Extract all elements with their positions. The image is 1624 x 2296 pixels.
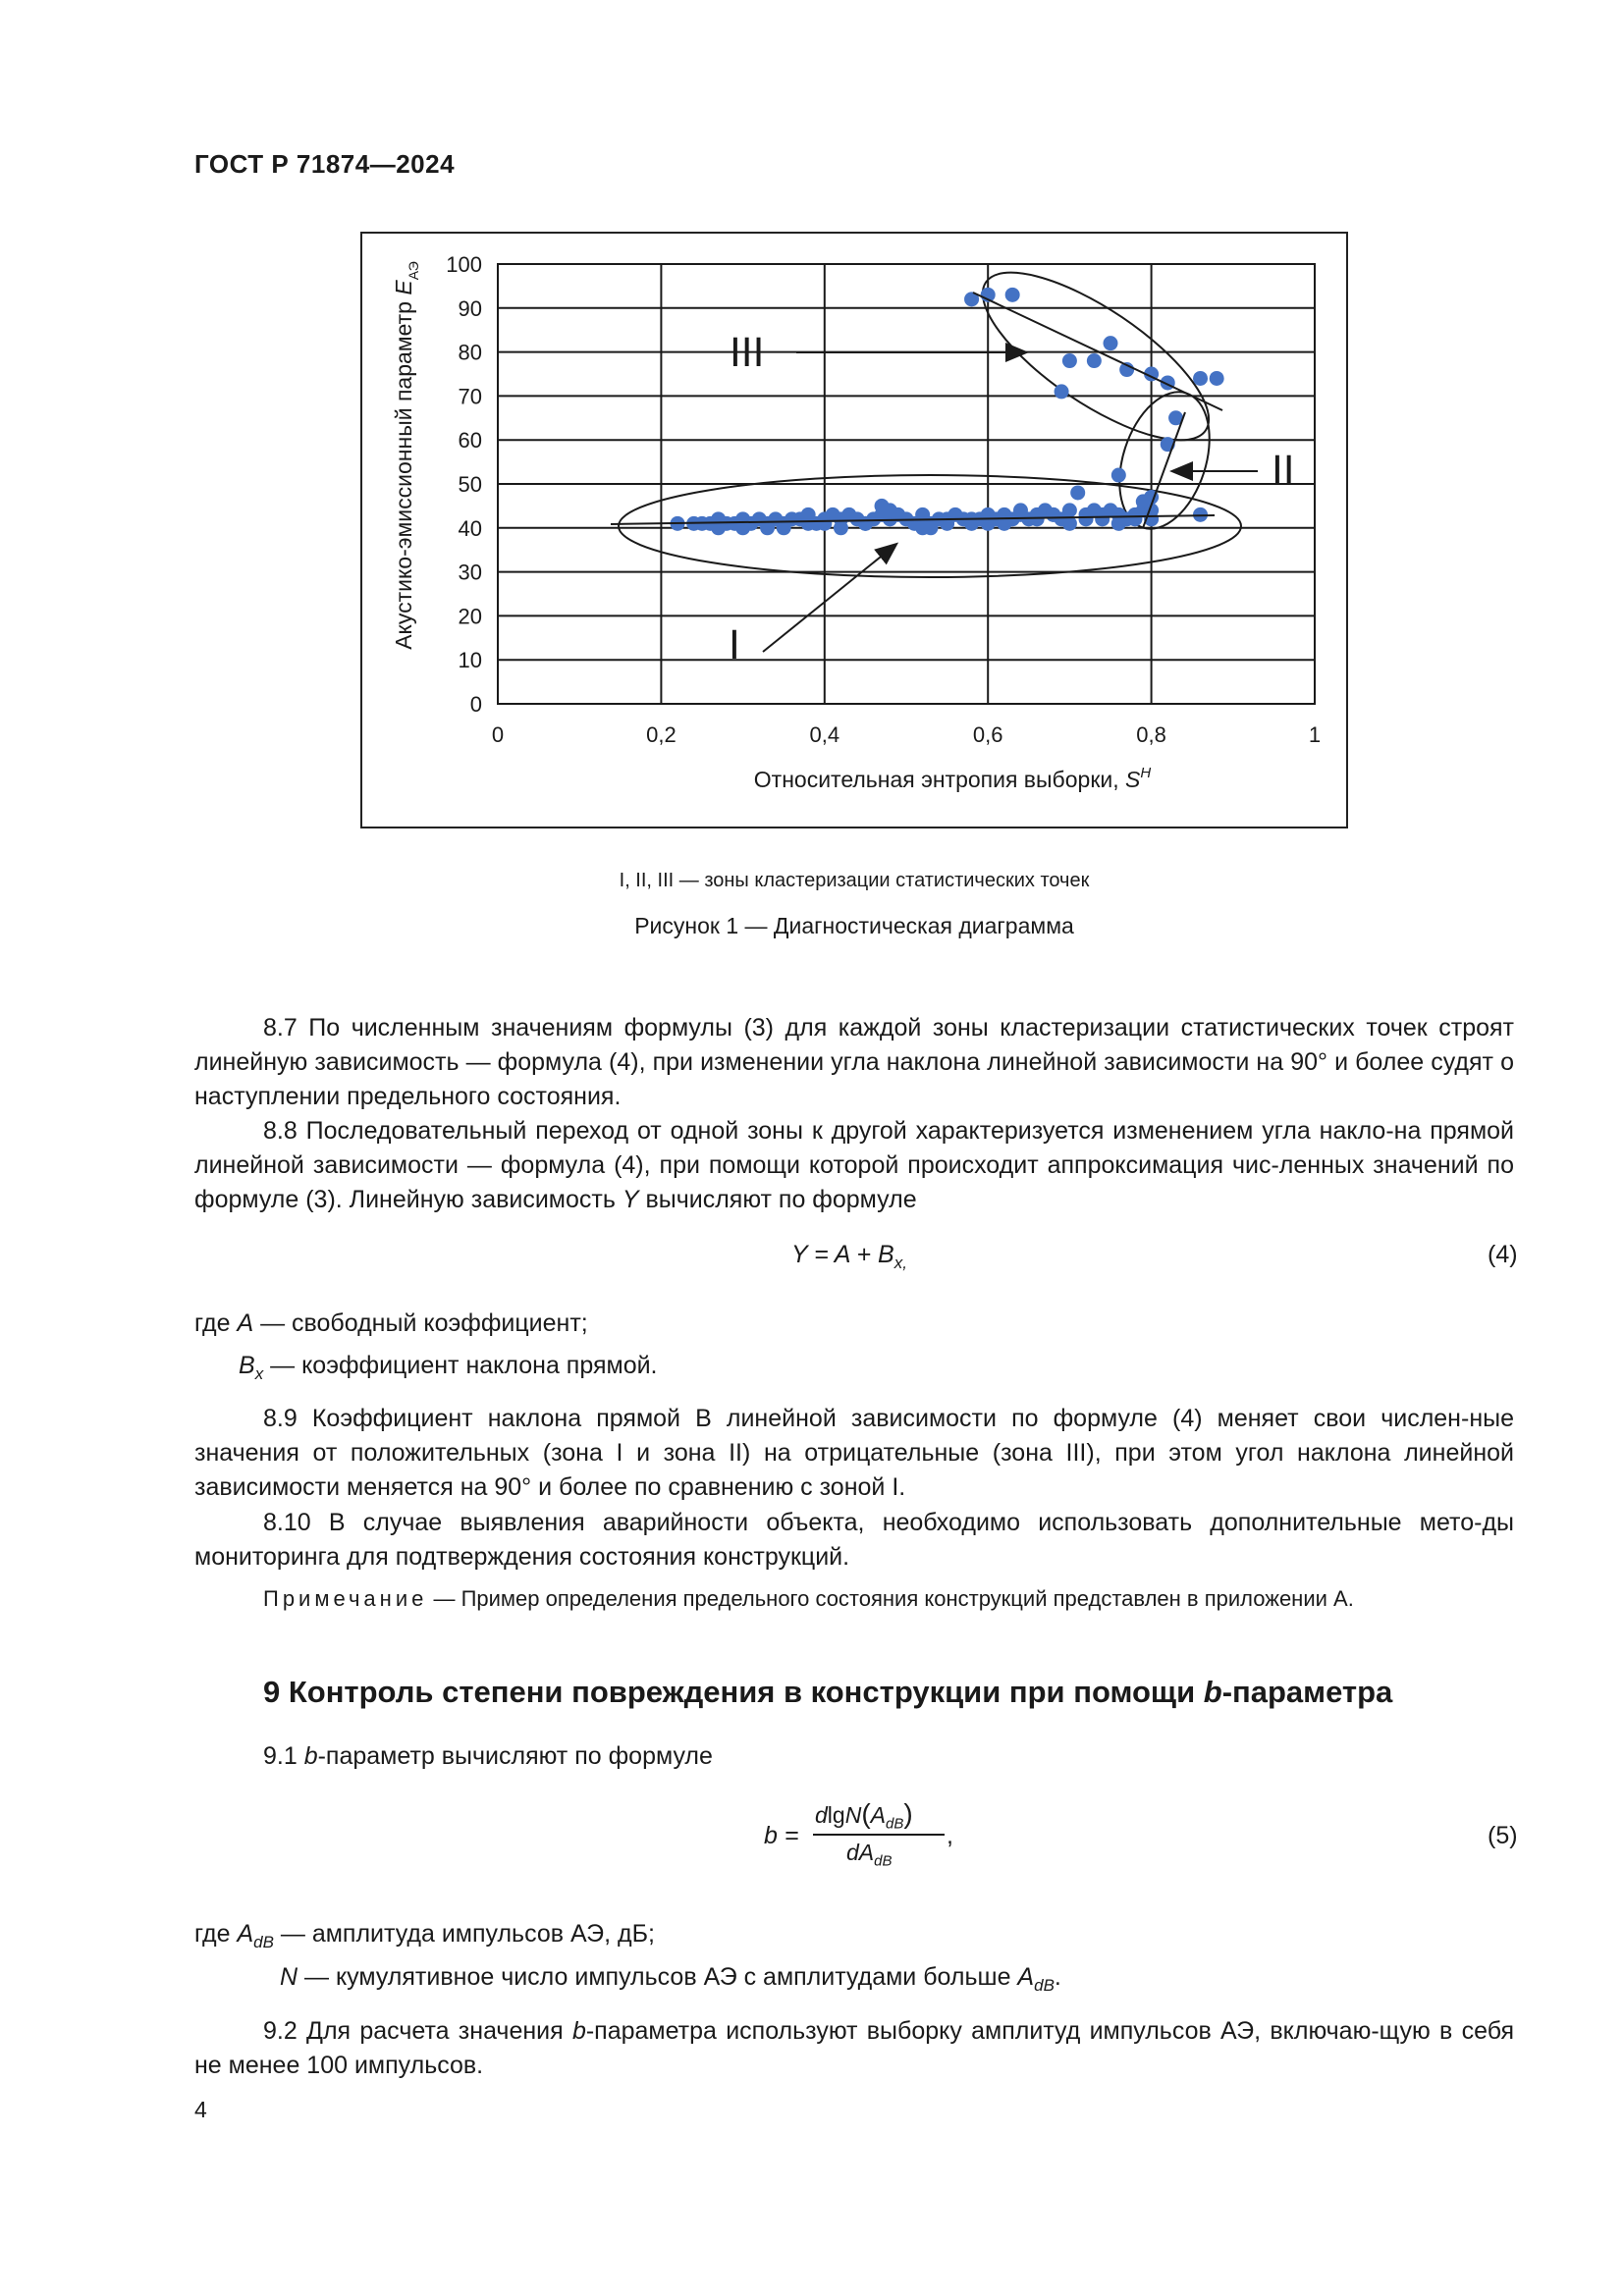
data-point bbox=[1055, 384, 1069, 399]
y-axis-label: Акустико-эмиссионный параметр $E_{АЭ}$ bbox=[391, 261, 421, 650]
definition-bx: $B_x$ — коэффициент наклона прямой. bbox=[239, 1352, 658, 1383]
formula-5-numerator: $dlgN(A_{dB})$ bbox=[815, 1798, 913, 1833]
zone-label-iii: III bbox=[730, 331, 765, 376]
formula-5-lhs: b = bbox=[764, 1822, 799, 1849]
note: Примечание — Пример определения предельного состояния конструкций представлен в приложении А. bbox=[263, 1586, 1354, 1611]
formula-5-denominator: $dA_{dB}$ bbox=[846, 1840, 893, 1870]
formula-4-number: (4) bbox=[1488, 1241, 1518, 1268]
definition-adb: где $A_{dB}$ — амплитуда импульсов АЭ, дБ; bbox=[194, 1920, 655, 1951]
data-point bbox=[1111, 516, 1126, 531]
data-point bbox=[1046, 507, 1060, 522]
y-tick-label: 50 bbox=[458, 472, 482, 497]
data-point bbox=[1193, 371, 1208, 386]
x-tick-label: 0,6 bbox=[972, 722, 1003, 747]
paragraph-9-1: 9.1 b-параметр вычисляют по формуле bbox=[263, 1742, 713, 1770]
data-point bbox=[777, 520, 791, 535]
definition-n: N — кумулятивное число импульсов АЭ с амплитудами больше $A_{dB}$. bbox=[280, 1963, 1061, 1995]
y-tick-label: 0 bbox=[469, 692, 482, 717]
data-point bbox=[801, 516, 816, 531]
data-point bbox=[1210, 371, 1224, 386]
data-point bbox=[1111, 468, 1126, 483]
y-tick-label: 80 bbox=[458, 340, 482, 365]
zone-labels bbox=[729, 331, 1295, 668]
x-tick-label: 0,4 bbox=[809, 722, 840, 747]
data-point bbox=[1127, 511, 1142, 526]
data-point bbox=[858, 516, 873, 531]
x-tick-label: 0 bbox=[491, 722, 505, 747]
formula-5-number: (5) bbox=[1488, 1822, 1518, 1849]
paragraph-9-2: 9.2 Для расчета значения b-параметра используют выборку амплитуд импульсов АЭ, включаю-щую в себя не менее 100 импульсов. bbox=[194, 2017, 1514, 2079]
data-point bbox=[1087, 353, 1102, 368]
data-point bbox=[1030, 511, 1045, 526]
data-point bbox=[1104, 336, 1118, 350]
formula-5-fraction-bar bbox=[813, 1834, 945, 1836]
zone-label-i: I bbox=[729, 623, 740, 668]
data-point bbox=[834, 520, 848, 535]
formula-4: $Y = A + B_{x,}$ bbox=[791, 1241, 907, 1272]
figure-caption: Рисунок 1 — Диагностическая диаграмма bbox=[634, 913, 1074, 938]
data-point bbox=[1013, 503, 1028, 517]
x-tick-label: 1 bbox=[1308, 722, 1322, 747]
y-tick-label: 10 bbox=[458, 648, 482, 673]
y-tick-label: 70 bbox=[458, 384, 482, 409]
section-9-title: 9 Контроль степени повреждения в конструкции при помощи b-параметра bbox=[263, 1675, 1393, 1709]
zone-i-arrow bbox=[763, 545, 895, 652]
diagnostic-chart bbox=[362, 234, 1346, 827]
data-point bbox=[1062, 503, 1077, 517]
figure-legend: I, II, III — зоны кластеризации статистических точек bbox=[619, 870, 1090, 891]
y-tick-label: 90 bbox=[458, 295, 482, 321]
y-tick-label: 40 bbox=[458, 515, 482, 541]
data-point bbox=[1095, 511, 1110, 526]
data-point bbox=[875, 499, 890, 513]
x-axis-label: Относительная энтропия выборки, $S^H$ bbox=[753, 765, 1152, 792]
data-point bbox=[1062, 353, 1077, 368]
paragraph-8-7: 8.7 По численным значениям формулы (3) для каждой зоны кластеризации статистических точек строят линейную зависимость — формула (4), при изменении угла наклона линейной зависимости на 90° и более судят о наступлении предельного состояния. bbox=[194, 1014, 1515, 1110]
data-point bbox=[1070, 485, 1085, 500]
figure-frame bbox=[360, 232, 1348, 828]
x-tick-label: 0,2 bbox=[646, 722, 677, 747]
trend-lines bbox=[611, 293, 1222, 528]
zone-arrows bbox=[763, 352, 1258, 652]
formula-5 bbox=[764, 1798, 960, 1877]
data-points bbox=[671, 288, 1224, 535]
page-number: 4 bbox=[194, 2097, 207, 2122]
data-point bbox=[1005, 288, 1020, 302]
formula-5-comma: , bbox=[947, 1822, 953, 1849]
data-point bbox=[923, 520, 938, 535]
document-header: ГОСТ Р 71874—2024 bbox=[194, 149, 456, 179]
paragraph-8-9: 8.9 Коэффициент наклона прямой В линейной зависимости по формуле (4) меняет свои числен-ные значения от положительных (зона I и зона II) на отрицательные (зона III), при этом угол наклона линейной зависимости меняется на 90° и более по сравнению с зоной I. bbox=[194, 1405, 1514, 1501]
data-point bbox=[1079, 511, 1094, 526]
paragraph-8-8: 8.8 Последовательный переход от одной зоны к другой характеризуется изменением угла накло-на прямой линейной зависимости — формула (4), при помощи которой происходит аппроксимация чис-ленных значений по формуле (3). Линейную зависимость Y вычисляют по формуле bbox=[194, 1117, 1514, 1213]
chart-grid bbox=[498, 264, 1315, 704]
y-tick-label: 60 bbox=[458, 428, 482, 454]
paragraph-8-10: 8.10 В случае выявления аварийности объекта, необходимо использовать дополнительные мето-ды мониторинга для подтверждения состояния конструкций. bbox=[194, 1509, 1514, 1571]
y-tick-label: 20 bbox=[458, 604, 482, 629]
data-point bbox=[817, 516, 832, 531]
definition-a: где A — свободный коэффициент; bbox=[194, 1309, 588, 1337]
zone-label-ii: II bbox=[1272, 449, 1295, 494]
y-tick-label: 30 bbox=[458, 560, 482, 585]
y-tick-label: 100 bbox=[446, 252, 482, 277]
x-tick-label: 0,8 bbox=[1136, 722, 1166, 747]
